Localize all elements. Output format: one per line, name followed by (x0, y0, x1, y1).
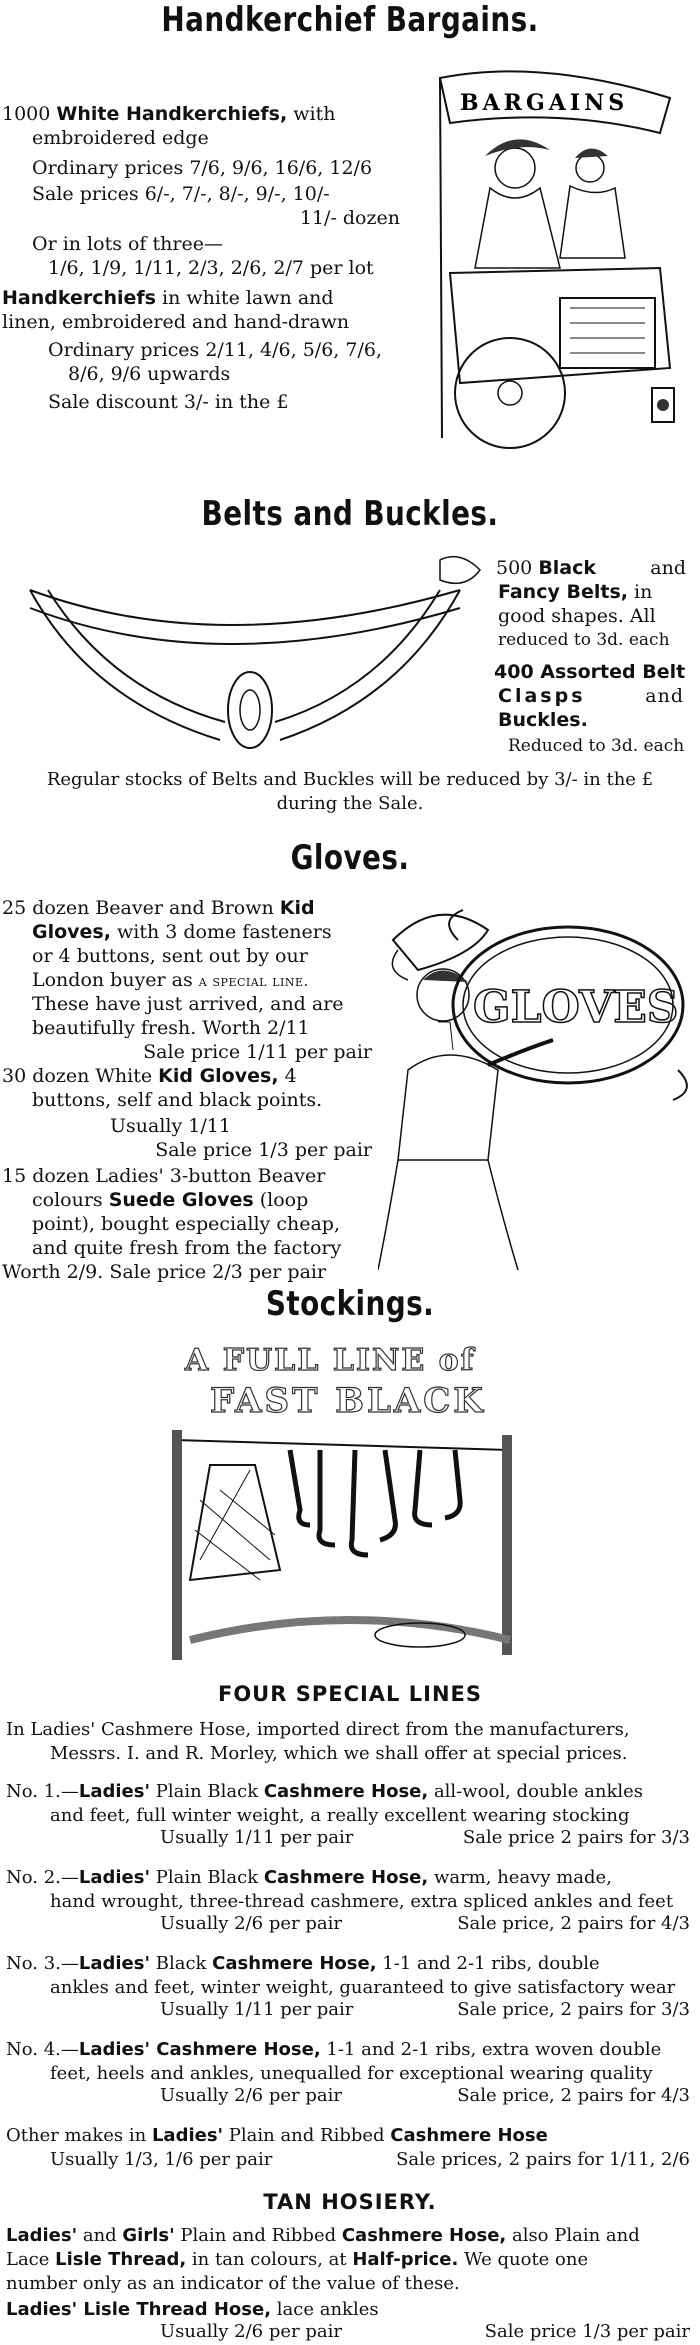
belt-illustration (20, 550, 490, 750)
tan-line: Ladies' Lisle Thread Hose, lace ankles (6, 2299, 379, 2320)
stocking-item-3-usual: Usually 1/11 per pair (160, 1999, 354, 2020)
belts-line: Buckles. (498, 709, 588, 731)
gloves-sign-text: GLOVES (473, 982, 679, 1033)
other-makes-usual: Usually 1/3, 1/6 per pair (50, 2149, 273, 2170)
stocking-item-2: No. 2.—Ladies' Plain Black Cashmere Hose, warm, heavy made, (6, 1867, 612, 1888)
belts-line: during the Sale. (276, 793, 424, 814)
gloves-line: and quite fresh from the factory (32, 1237, 342, 1259)
other-makes: Other makes in Ladies' Plain and Ribbed Cashmere Hose (6, 2125, 548, 2146)
stocking-item-1: and feet, full winter weight, a really excellent wearing stocking (50, 1805, 630, 1826)
stocking-item-3: ankles and feet, winter weight, guaranteed to give satisfactory wear (50, 1977, 676, 1998)
bargains-banner-text: BARGAINS (460, 90, 629, 116)
handkerchief-line: Or in lots of three— (32, 233, 223, 255)
gloves-line: London buyer as a special line. (32, 969, 309, 991)
tan-hosiery-heading: TAN HOSIERY. (263, 2190, 437, 2214)
handkerchief-line: Ordinary prices 2/11, 4/6, 5/6, 7/6, (48, 339, 382, 361)
belts-line: Clasps and (498, 685, 684, 707)
gloves-line: These have just arrived, and are (32, 993, 344, 1015)
gloves-line: beautifully fresh. Worth 2/11 (32, 1017, 310, 1039)
gloves-line: Worth 2/9. Sale price 2/3 per pair (2, 1261, 327, 1283)
stocking-item-4-sale: Sale price, 2 pairs for 4/3 (457, 2085, 690, 2106)
four-special-lines-heading: FOUR SPECIAL LINES (217, 1682, 482, 1706)
section-title-stockings: Stockings. (265, 1284, 435, 1324)
fast-black-text: FAST BLACK (210, 1381, 486, 1421)
stocking-item-4-usual: Usually 2/6 per pair (160, 2085, 342, 2106)
stocking-item-4: feet, heels and ankles, unequalled for exceptional wearing quality (50, 2063, 653, 2084)
stocking-item-4: No. 4.—Ladies' Cashmere Hose, 1-1 and 2-1 ribs, extra woven double (6, 2039, 662, 2060)
belts-line: 400 Assorted Belt (494, 661, 686, 683)
stockings-illustration (170, 1340, 530, 1670)
other-makes-sale: Sale prices, 2 pairs for 1/11, 2/6 (396, 2149, 690, 2170)
stocking-item-1-usual: Usually 1/11 per pair (160, 1827, 354, 1848)
gloves-line: 30 dozen White Kid Gloves, 4 (2, 1065, 297, 1087)
section-title-belts: Belts and Buckles. (201, 494, 499, 534)
gloves-line: Gloves, with 3 dome fasteners (32, 921, 332, 943)
gloves-line: 15 dozen Ladies' 3-button Beaver (2, 1165, 326, 1187)
belts-line: Reduced to 3d. each (508, 736, 685, 756)
section-title-gloves: Gloves. (290, 838, 410, 878)
handkerchief-line: 11/- dozen (299, 207, 400, 229)
handkerchief-line: Sale discount 3/- in the £ (48, 391, 289, 413)
handkerchief-line: 1/6, 1/9, 1/11, 2/3, 2/6, 2/7 per lot (48, 257, 374, 279)
stockings-intro: Messrs. I. and R. Morley, which we shall offer at special prices. (50, 1743, 628, 1764)
gloves-line: or 4 buttons, sent out by our (32, 945, 308, 967)
tan-usual: Usually 2/6 per pair (160, 2321, 342, 2342)
gloves-line: Usually 1/11 (110, 1115, 231, 1137)
tan-line: Ladies' and Girls' Plain and Ribbed Cashmere Hose, also Plain and (6, 2225, 640, 2246)
tan-line: Lace Lisle Thread, in tan colours, at Half-price. We quote one (6, 2249, 589, 2270)
belts-line: Fancy Belts, in (498, 581, 653, 603)
stocking-item-3: No. 3.—Ladies' Black Cashmere Hose, 1-1 and 2-1 ribs, double (6, 1953, 600, 1974)
gloves-line: 25 dozen Beaver and Brown Kid (2, 897, 315, 919)
handkerchief-line: Handkerchiefs in white lawn and (2, 287, 334, 309)
stocking-item-2-sale: Sale price, 2 pairs for 4/3 (457, 1913, 690, 1934)
stocking-item-2: hand wrought, three-thread cashmere, extra spliced ankles and feet (50, 1891, 674, 1912)
tan-line: number only as an indicator of the value of these. (6, 2273, 460, 2294)
stocking-item-2-usual: Usually 2/6 per pair (160, 1913, 342, 1934)
gloves-line: buttons, self and black points. (32, 1089, 323, 1111)
handkerchief-line: embroidered edge (32, 127, 209, 149)
gloves-illustration (378, 900, 698, 1270)
full-line-text: A FULL LINE of (185, 1343, 476, 1378)
gloves-line: Sale price 1/3 per pair (155, 1139, 372, 1161)
handkerchief-line: 8/6, 9/6 upwards (68, 363, 231, 385)
gloves-line: colours Suede Gloves (loop (32, 1189, 309, 1211)
stocking-item-3-sale: Sale price, 2 pairs for 3/3 (457, 1999, 690, 2020)
belts-line: good shapes. All (498, 605, 656, 627)
handkerchief-line: Ordinary prices 7/6, 9/6, 16/6, 12/6 (32, 157, 373, 179)
stocking-item-1: No. 1.—Ladies' Plain Black Cashmere Hose, all-wool, double ankles (6, 1781, 644, 1802)
stocking-item-1-sale: Sale price 2 pairs for 3/3 (462, 1827, 690, 1848)
gloves-line: Sale price 1/11 per pair (143, 1041, 372, 1063)
belts-line: 500 Black and (496, 557, 686, 579)
handkerchief-line: 1000 White Handkerchiefs, with (2, 103, 336, 125)
handkerchief-line: linen, embroidered and hand-drawn (2, 311, 350, 333)
section-title-handkerchiefs: Handkerchief Bargains. (161, 0, 539, 40)
belts-line: reduced to 3d. each (498, 630, 670, 650)
car-illustration (420, 38, 696, 456)
stockings-intro: In Ladies' Cashmere Hose, imported direct from the manufacturers, (6, 1719, 630, 1740)
tan-sale: Sale price 1/3 per pair (484, 2321, 690, 2342)
belts-line: Regular stocks of Belts and Buckles will be reduced by 3/- in the £ (46, 769, 654, 790)
gloves-line: point), bought especially cheap, (32, 1213, 340, 1235)
handkerchief-line: Sale prices 6/-, 7/-, 8/-, 9/-, 10/- (32, 183, 330, 205)
